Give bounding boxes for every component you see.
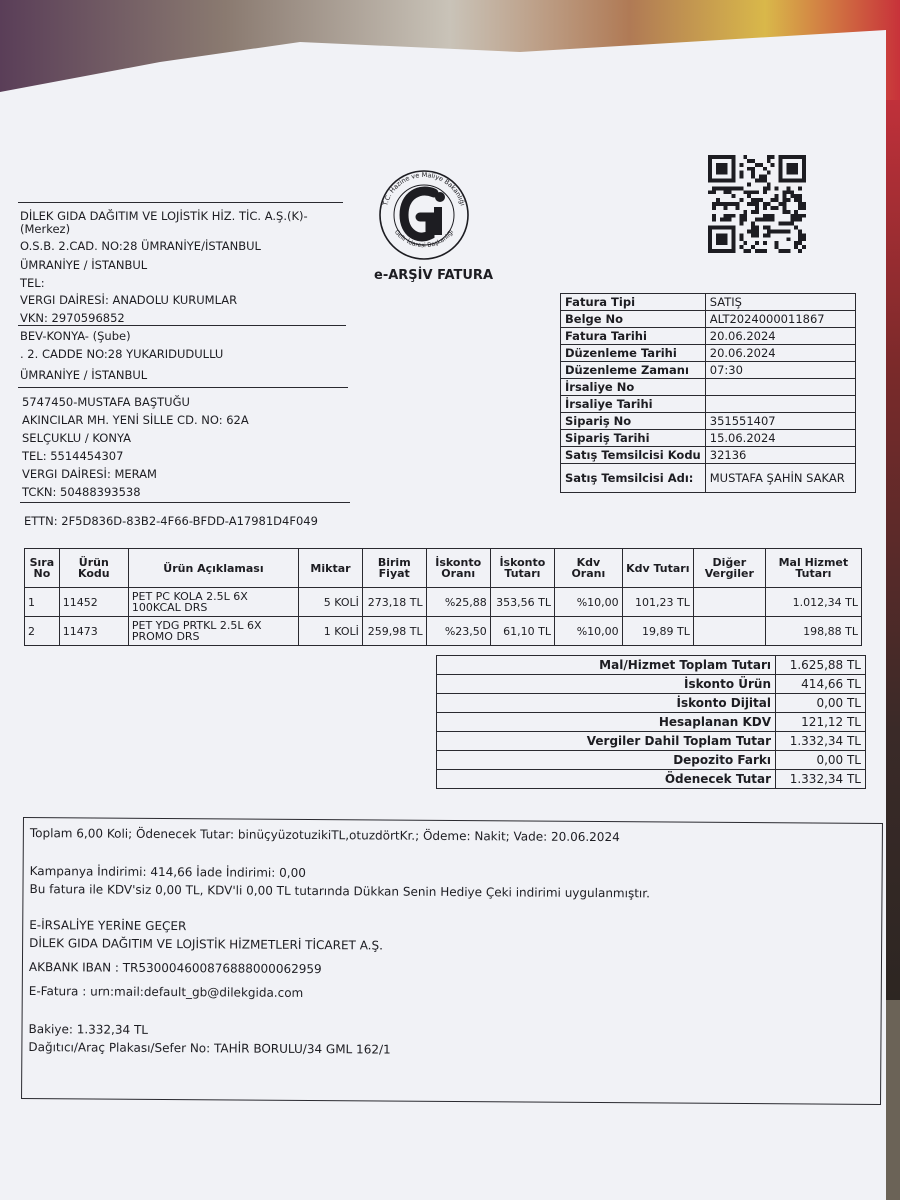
column-header: Mal Hizmet Tutarı <box>765 549 861 588</box>
seller-vkn: VKN: 2970596852 <box>20 311 125 325</box>
column-header: Ürün Açıklaması <box>128 549 298 588</box>
buyer-city: SELÇUKLU / KONYA <box>22 431 131 445</box>
table-cell: 61,10 TL <box>490 617 554 646</box>
info-row <box>561 464 856 493</box>
info-row <box>561 379 856 396</box>
notes-summary: Toplam 6,00 Koli; Ödenecek Tutar: binüçyüzotuzikiTL,otuzdörtKr.; Ödeme: Nakit; Vade: 20.06.2024 <box>29 826 620 845</box>
totals-label: İskonto Dijital <box>437 694 776 713</box>
seller-branch-type: (Merkez) <box>20 222 71 236</box>
notes-balance: Bakiye: 1.332,34 TL <box>28 1022 149 1037</box>
info-row <box>561 396 856 413</box>
info-value <box>705 396 855 413</box>
info-row <box>561 447 856 464</box>
buyer-name: 5747450-MUSTAFA BAŞTUĞU <box>22 395 190 409</box>
table-cell: 1 KOLİ <box>299 617 363 646</box>
column-header: Birim Fiyat <box>362 549 426 588</box>
column-header: İskonto Tutarı <box>490 549 554 588</box>
info-row <box>561 362 856 379</box>
info-value: SATIŞ <box>705 294 855 311</box>
seller-branch-address: . 2. CADDE NO:28 YUKARIDUDULLU <box>20 347 224 361</box>
table-cell: 259,98 TL <box>362 617 426 646</box>
table-row <box>25 617 862 646</box>
totals-value: 414,66 TL <box>776 675 866 694</box>
totals-row <box>437 675 866 694</box>
table-cell: 2 <box>25 617 60 646</box>
table-cell: %10,00 <box>555 588 623 617</box>
qr-code-icon <box>708 152 806 256</box>
info-value: 351551407 <box>705 413 855 430</box>
totals-row <box>437 732 866 751</box>
totals-row <box>437 770 866 789</box>
info-label: Fatura Tipi <box>561 294 706 311</box>
table-row <box>25 588 862 617</box>
totals-label: İskonto Ürün <box>437 675 776 694</box>
notes-box <box>21 817 883 1105</box>
table-cell: 273,18 TL <box>362 588 426 617</box>
info-value <box>705 379 855 396</box>
table-cell: 5 KOLİ <box>299 588 363 617</box>
info-label: Satış Temsilcisi Adı: <box>561 464 706 493</box>
totals-label: Ödenecek Tutar <box>437 770 776 789</box>
totals-table <box>436 655 866 789</box>
info-label: İrsaliye No <box>561 379 706 396</box>
info-label: Belge No <box>561 311 706 328</box>
table-cell: 11452 <box>59 588 128 617</box>
totals-value: 1.625,88 TL <box>776 656 866 675</box>
notes-irsaliye: E-İRSALİYE YERİNE GEÇER <box>29 918 187 934</box>
invoice-info-table <box>560 293 856 493</box>
notes-iban: AKBANK IBAN : TR530004600876888000062959 <box>28 960 322 977</box>
seller-address: O.S.B. 2.CAD. NO:28 ÜMRANİYE/İSTANBUL <box>20 239 261 253</box>
notes-company: DİLEK GIDA DAĞITIM VE LOJİSTİK HİZMETLERİ TİCARET A.Ş. <box>29 936 384 953</box>
totals-row <box>437 713 866 732</box>
column-header: İskonto Oranı <box>426 549 490 588</box>
buyer-tckn: TCKN: 50488393538 <box>22 485 141 499</box>
seller-city: ÜMRANİYE / İSTANBUL <box>20 258 148 272</box>
info-row <box>561 328 856 345</box>
info-value: 20.06.2024 <box>705 328 855 345</box>
totals-row <box>437 751 866 770</box>
info-label: Sipariş Tarihi <box>561 430 706 447</box>
buyer-tax-office: VERGI DAİRESİ: MERAM <box>22 467 157 481</box>
table-cell: 11473 <box>59 617 128 646</box>
seller-tel: TEL: <box>20 276 45 290</box>
table-cell: 1.012,34 TL <box>765 588 861 617</box>
table-cell <box>693 588 765 617</box>
info-label: Satış Temsilcisi Kodu <box>561 447 706 464</box>
info-row <box>561 430 856 447</box>
table-cell <box>693 617 765 646</box>
totals-value: 1.332,34 TL <box>776 732 866 751</box>
info-row <box>561 294 856 311</box>
svg-text:Gelir İdaresi Başkanlığı: Gelir İdaresi Başkanlığı <box>392 228 456 250</box>
items-table <box>24 548 862 646</box>
table-cell: PET PC KOLA 2.5L 6X 100KCAL DRS <box>128 588 298 617</box>
notes-discount: Kampanya İndirimi: 414,66 İade İndirimi: 0,00 <box>29 864 306 880</box>
info-row <box>561 345 856 362</box>
table-cell: 353,56 TL <box>490 588 554 617</box>
info-label: Sipariş No <box>561 413 706 430</box>
column-header: Kdv Tutarı <box>622 549 693 588</box>
notes-gift: Bu fatura ile KDV'siz 0,00 TL, KDV'li 0,00 TL tutarında Dükkan Senin Hediye Çeki indirimi uygulanmıştır. <box>29 882 650 901</box>
table-cell: 101,23 TL <box>622 588 693 617</box>
buyer-tel: TEL: 5514454307 <box>22 449 124 463</box>
info-label: Düzenleme Tarihi <box>561 345 706 362</box>
table-cell: 1 <box>25 588 60 617</box>
buyer-address: AKINCILAR MH. YENİ SİLLE CD. NO: 62A <box>22 413 249 427</box>
totals-label: Hesaplanan KDV <box>437 713 776 732</box>
column-header: Diğer Vergiler <box>693 549 765 588</box>
seller-branch: BEV-KONYA- (Şube) <box>20 329 131 343</box>
notes-distributor: Dağıtıcı/Araç Plakası/Sefer No: TAHİR BORULU/34 GML 162/1 <box>28 1040 391 1057</box>
info-value: MUSTAFA ŞAHİN SAKAR <box>705 464 855 493</box>
gib-logo <box>372 165 476 261</box>
info-value: 32136 <box>705 447 855 464</box>
notes-efatura: E-Fatura : urn:mail:default_gb@dilekgida.com <box>28 984 304 1000</box>
totals-label: Depozito Farkı <box>437 751 776 770</box>
svg-text:T.C. Hazine ve Maliye Bakanlığ: T.C. Hazine ve Maliye Bakanlığı <box>381 170 467 207</box>
table-cell: %10,00 <box>555 617 623 646</box>
table-cell: 19,89 TL <box>622 617 693 646</box>
seller-branch-city: ÜMRANİYE / İSTANBUL <box>20 368 148 382</box>
info-value: 15.06.2024 <box>705 430 855 447</box>
totals-row <box>437 694 866 713</box>
column-header: Miktar <box>299 549 363 588</box>
totals-value: 0,00 TL <box>776 694 866 713</box>
table-cell: %25,88 <box>426 588 490 617</box>
info-label: Düzenleme Zamanı <box>561 362 706 379</box>
seller-name: DİLEK GIDA DAĞITIM VE LOJİSTİK HİZ. TİC. A.Ş.(K)- <box>20 209 308 223</box>
info-value: 07:30 <box>705 362 855 379</box>
ettn: ETTN: 2F5D836D-83B2-4F66-BFDD-A17981D4F049 <box>24 514 318 528</box>
info-value: 20.06.2024 <box>705 345 855 362</box>
totals-label: Vergiler Dahil Toplam Tutar <box>437 732 776 751</box>
totals-value: 0,00 TL <box>776 751 866 770</box>
column-header: Sıra No <box>25 549 60 588</box>
info-label: İrsaliye Tarihi <box>561 396 706 413</box>
table-cell: %23,50 <box>426 617 490 646</box>
totals-value: 1.332,34 TL <box>776 770 866 789</box>
table-cell: 198,88 TL <box>765 617 861 646</box>
column-header: Ürün Kodu <box>59 549 128 588</box>
table-cell: PET YDG PRTKL 2.5L 6X PROMO DRS <box>128 617 298 646</box>
column-header: Kdv Oranı <box>555 549 623 588</box>
info-row <box>561 311 856 328</box>
info-value: ALT2024000011867 <box>705 311 855 328</box>
info-row <box>561 413 856 430</box>
document-title: e-ARŞİV FATURA <box>374 268 494 283</box>
info-label: Fatura Tarihi <box>561 328 706 345</box>
totals-value: 121,12 TL <box>776 713 866 732</box>
seller-tax-office: VERGI DAİRESİ: ANADOLU KURUMLAR <box>20 293 238 307</box>
totals-row <box>437 656 866 675</box>
totals-label: Mal/Hizmet Toplam Tutarı <box>437 656 776 675</box>
